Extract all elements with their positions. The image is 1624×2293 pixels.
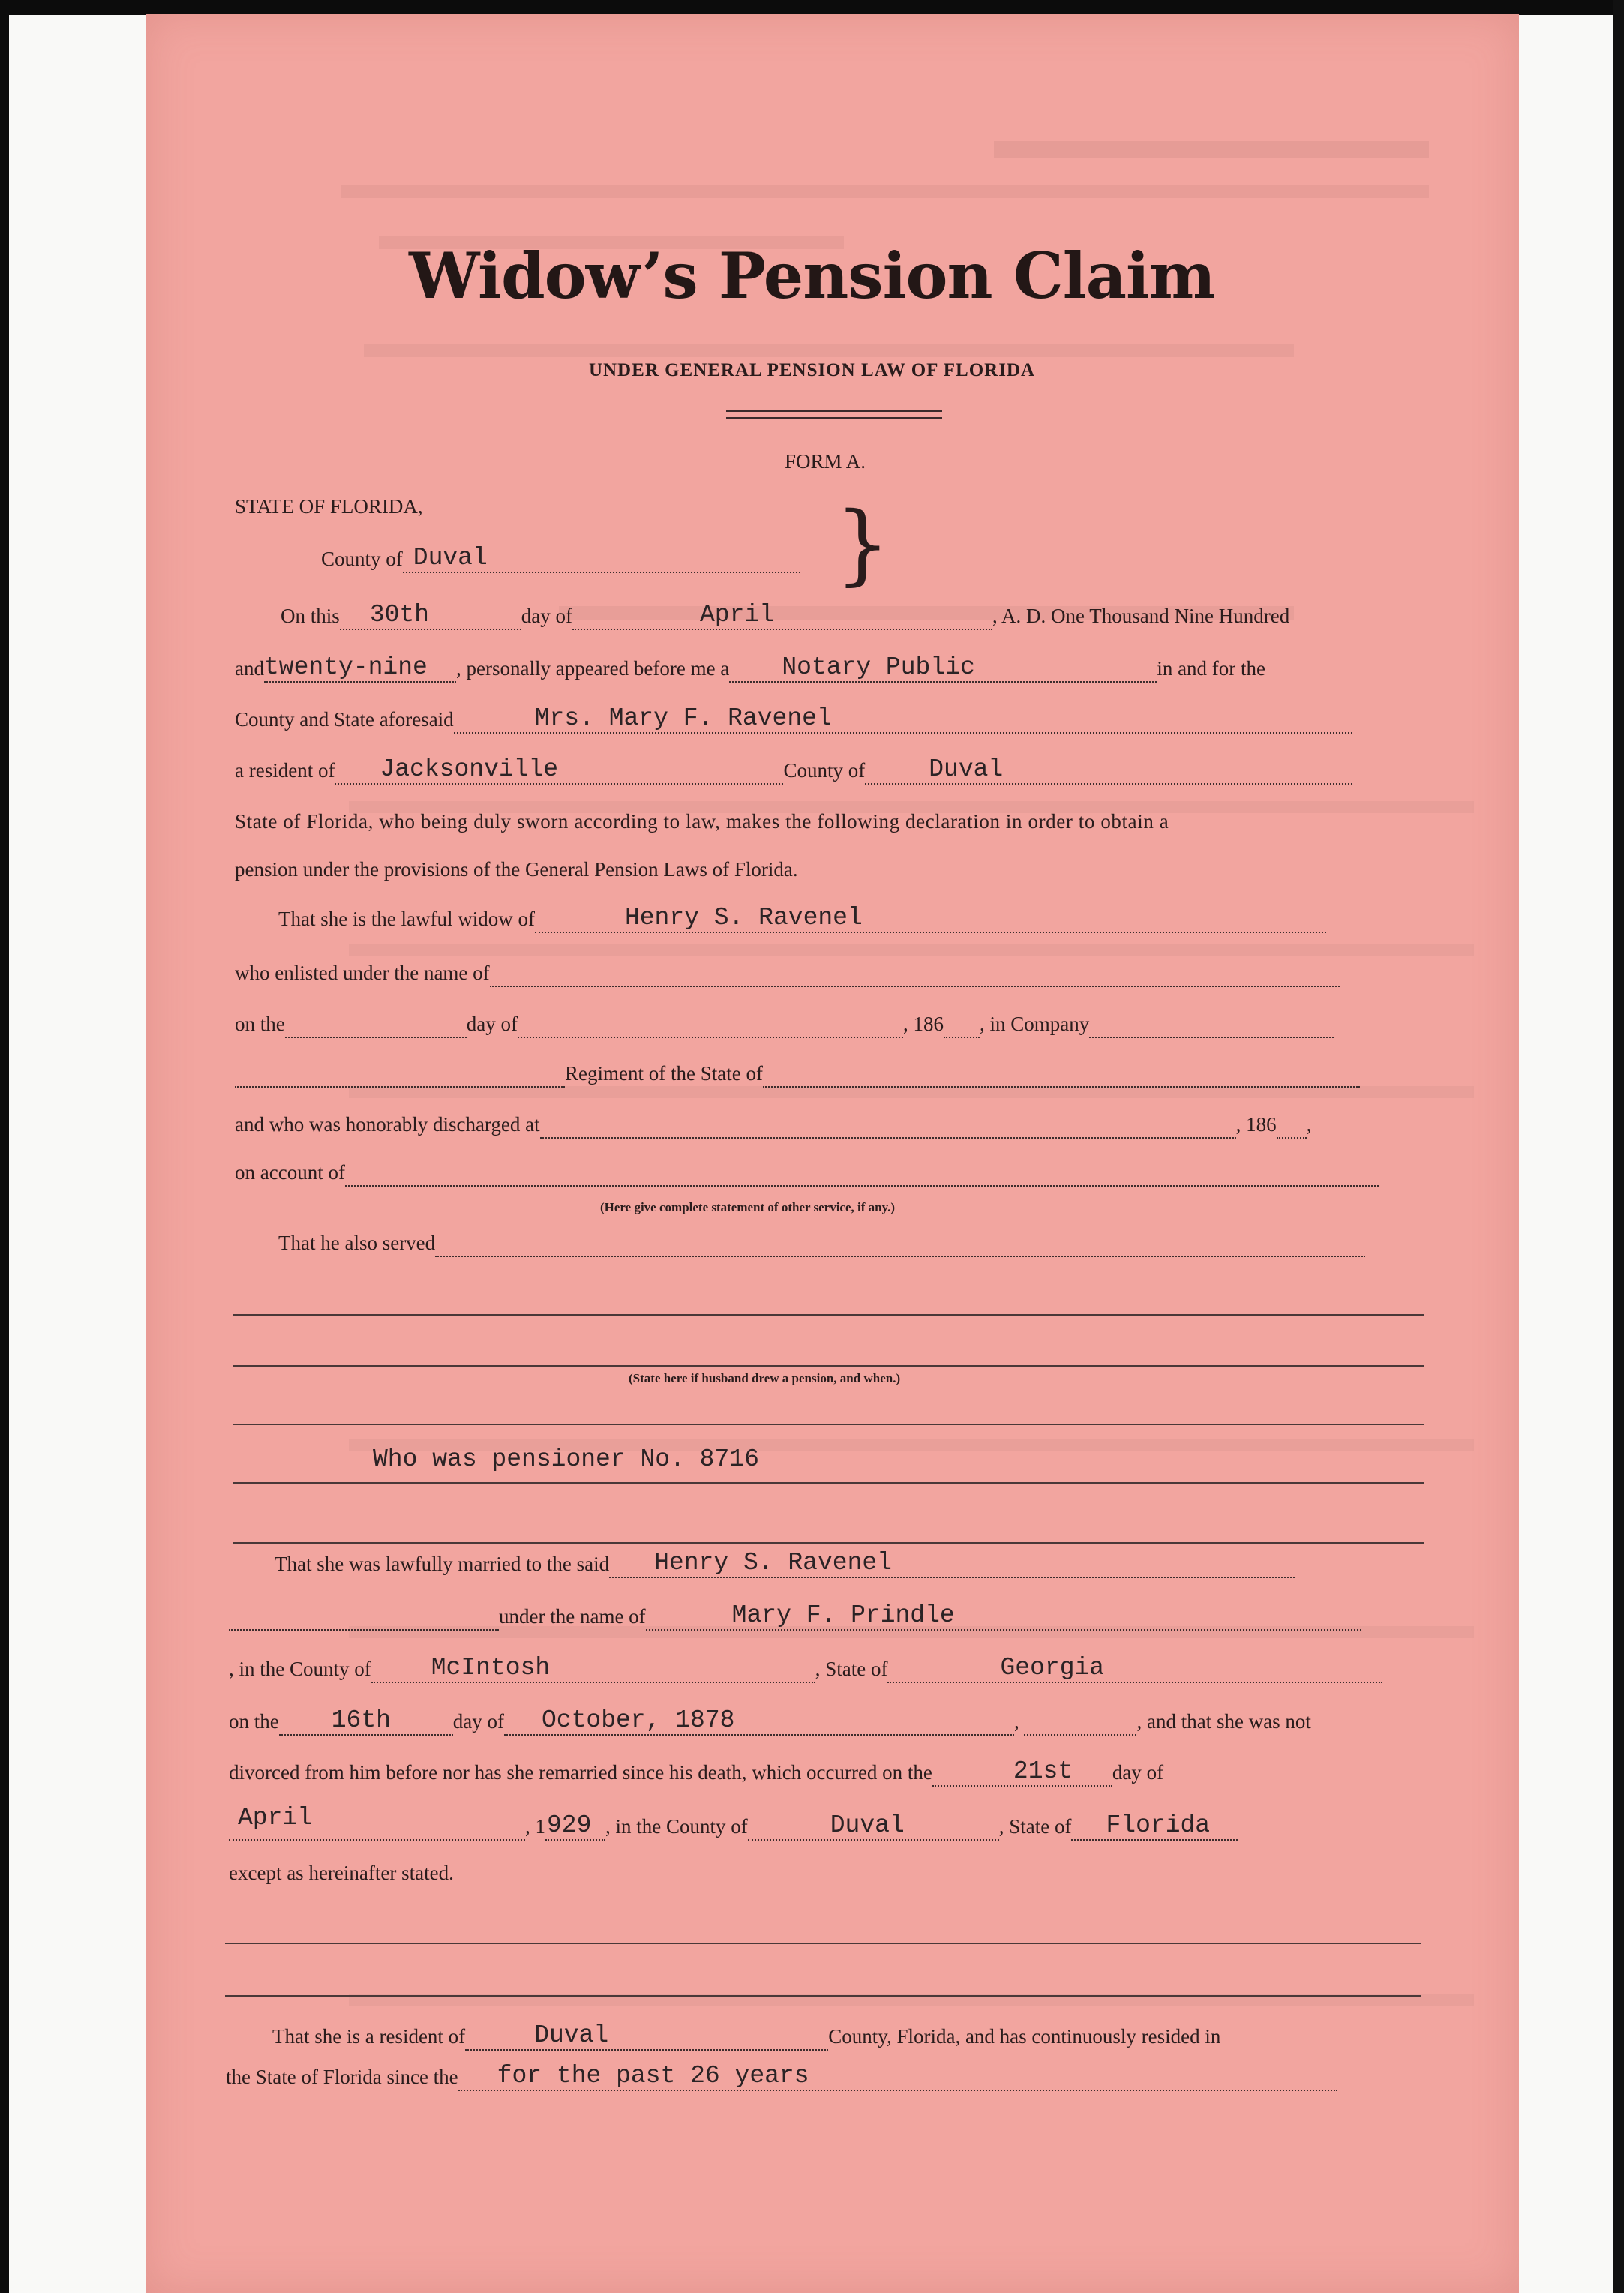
death-year-field[interactable] [545,1811,605,1841]
except-line [229,1862,454,1887]
officer-field[interactable] [729,653,1157,683]
pension-rule-3 [233,1542,1424,1544]
month-field[interactable] [572,601,992,630]
county-field[interactable] [403,544,800,573]
resident-line [272,2021,1221,2051]
resident-county-value: Duval [534,2021,609,2049]
discharge-line: and who was honorably discharged at , 186 , [235,1113,1311,1139]
other-service-note: (Here give complete statement of other service, if any.) [600,1200,896,1214]
title-rule-top [726,410,942,412]
death-year-prefix: , 1 [525,1815,545,1838]
reverse-bleed-through [146,14,1519,2293]
enlist-day-field[interactable] [285,1012,467,1038]
county-state-text: County and State aforesaid [235,708,454,731]
maiden-name-line [229,1601,1361,1631]
discharge-place-field[interactable] [540,1112,1236,1139]
day-field[interactable] [340,601,521,630]
in-and-for-text: in and for the [1157,657,1266,680]
claimant-value: Mrs. Mary F. Ravenel [534,704,832,732]
marriage-day-value: 16th [331,1706,391,1734]
state-label: STATE OF FLORIDA, [235,495,423,518]
divorced-text: divorced from him before nor has she remarried since his death, which occurred on the [229,1761,932,1784]
on-account-line [235,1161,1379,1187]
except-rule-1 [225,1943,1421,1944]
scan-edge-right [1613,0,1624,2293]
death-county-field[interactable] [748,1811,999,1841]
marriage-county-field[interactable] [371,1654,815,1683]
marriage-state-field[interactable] [887,1654,1382,1683]
scan-edge-left [0,0,9,2293]
on-account-label: on account of [235,1161,345,1184]
brace-glyph: } [835,494,890,595]
widow-of-label: That she is the lawful widow of [278,908,535,930]
service-rule-2 [233,1365,1424,1367]
marriage-date-line: on the 16th day of October, 1878 , , and that she was not [229,1706,1311,1734]
county-line [321,544,800,573]
husband-name-field[interactable] [535,904,1326,933]
not-divorced-text: , and that she was not [1136,1710,1311,1733]
marriage-state-value: Georgia [1000,1654,1105,1682]
married-to-label: That she was lawfully married to the said [275,1553,610,1575]
spouse-name-value: Henry S. Ravenel [654,1549,892,1577]
declaration-text-2: pension under the provisions of the General Pension Laws of Florida. [235,858,798,881]
married-to-line [275,1549,1295,1578]
regiment-state-field[interactable] [763,1061,1360,1088]
marriage-date-value: October, 1878 [541,1706,735,1734]
discharge-year-prefix: , 186 [1235,1113,1277,1136]
state-label-line [235,495,423,521]
regiment-field[interactable] [235,1061,565,1088]
claimant-line [235,704,1352,734]
maiden-name-field[interactable] [646,1601,1361,1631]
in-company-label: , in Company [979,1013,1090,1035]
declaration-text-1: State of Florida, who being duly sworn according to law, makes the following declaration in order to obtain a [235,810,1169,833]
death-place-line [229,1804,1238,1841]
death-year-value: 929 [547,1811,592,1839]
county-florida-text: County, Florida, and has continuously resided in [828,2025,1221,2048]
resident-county-field[interactable] [465,2021,828,2051]
enlist-month-field[interactable] [518,1012,903,1038]
death-day-value: 21st [1013,1757,1073,1785]
also-served-label: That he also served [278,1232,436,1254]
personally-text: , personally appeared before me a [455,657,730,680]
enlisted-name-field[interactable] [490,961,1340,987]
and-label: and [235,657,264,680]
pension-note: (State here if husband drew a pension, and when.) [629,1371,901,1385]
marriage-day-of-label: day of [452,1710,504,1733]
marriage-county-value: McIntosh [431,1654,551,1682]
marriage-on-the-label: on the [229,1710,279,1733]
husband-name-value: Henry S. Ravenel [624,904,863,932]
death-state-value: Florida [1106,1811,1211,1839]
year-words-value: twenty-nine [263,653,428,681]
pension-rule-2 [233,1482,1424,1484]
resident-of-label: a resident of [235,759,335,782]
service-rule-1 [233,1314,1424,1316]
form-subtitle: UNDER GENERAL PENSION LAW OF FLORIDA [588,360,1036,380]
day-value: 30th [369,601,429,629]
death-day-of-label: day of [1112,1761,1164,1784]
since-value: for the past 26 years [497,2062,809,2090]
death-month-value: April [238,1804,313,1832]
since-field[interactable] [458,2062,1337,2091]
state-of-label: , State of [815,1658,888,1680]
resident-of-text: That she is a resident of [272,2025,466,2048]
county-of-label: County of [783,759,866,782]
maiden-prefix-field[interactable] [229,1604,499,1631]
death-month-field[interactable] [229,1804,525,1841]
enlisted-under-label: who enlisted under the name of [235,962,490,984]
except-text: except as hereinafter stated. [229,1862,454,1884]
declaration-line-2 [235,858,798,884]
also-served-field[interactable] [435,1231,1365,1257]
year-words-field[interactable] [263,653,456,683]
since-the-label: the State of Florida since the [226,2066,458,2088]
form-label: FORM A. [785,450,866,473]
title-rule-bottom [726,417,942,419]
except-rule-2 [225,1995,1421,1997]
discharged-label: and who was honorably discharged at [235,1113,540,1136]
county-label: County of [321,548,403,570]
date-line [281,601,1290,630]
enlistment-date-line [235,1013,1334,1038]
marriage-place-line [229,1654,1382,1683]
pension-rule-1 [233,1424,1424,1425]
pension-form-sheet [146,14,1519,2293]
company-field[interactable] [1089,1012,1334,1038]
on-this-label: On this [281,605,340,627]
residence-value: Jacksonville [380,755,559,783]
under-name-label: under the name of [499,1605,646,1628]
county-value: Duval [413,544,488,572]
claimant-field[interactable] [454,704,1352,734]
discharge-reason-field[interactable] [345,1160,1379,1187]
marriage-day-field[interactable] [279,1706,453,1736]
enlisted-line [235,962,1340,987]
enlist-year-field[interactable] [944,1012,980,1038]
death-line [229,1757,1164,1787]
discharge-year-field[interactable] [1277,1112,1307,1139]
month-value: April [700,601,775,629]
declaration-line-1 [235,810,1169,836]
death-county-value: Duval [830,1811,905,1839]
on-the-label: on the [235,1013,285,1035]
ad-text: , A. D. One Thousand Nine Hundred [992,605,1290,627]
maiden-name-value: Mary F. Prindle [731,1601,955,1629]
enlist-year-prefix: , 186 [902,1013,944,1035]
pensioner-value: Who was pensioner No. 8716 [373,1445,759,1473]
enlist-day-of-label: day of [466,1013,518,1035]
residence-field[interactable] [335,755,783,785]
officer-value: Notary Public [782,653,975,681]
day-of-label: day of [521,605,572,627]
marriage-date-field[interactable] [504,1706,1014,1736]
regiment-line [235,1062,1360,1088]
in-county-label: , in the County of [229,1658,371,1680]
residence-county-value: Duval [929,755,1004,783]
scan-edge-top [0,0,1624,15]
regiment-label: Regiment of the State of [565,1062,763,1085]
death-state-field[interactable] [1071,1811,1238,1841]
death-county-label: , in the County of [605,1815,748,1838]
marriage-extra-field[interactable] [1024,1709,1136,1736]
residence-county-field[interactable] [865,755,1352,785]
residence-line [235,755,1352,785]
spouse-name-field[interactable] [609,1549,1295,1578]
death-day-field[interactable] [932,1757,1112,1787]
year-officer-line [235,653,1266,683]
since-line [226,2062,1337,2091]
widow-of-line [278,904,1326,933]
death-state-label: , State of [998,1815,1072,1838]
form-title: Widow’s Pension Claim [409,239,1215,313]
also-served-line [278,1232,1365,1257]
